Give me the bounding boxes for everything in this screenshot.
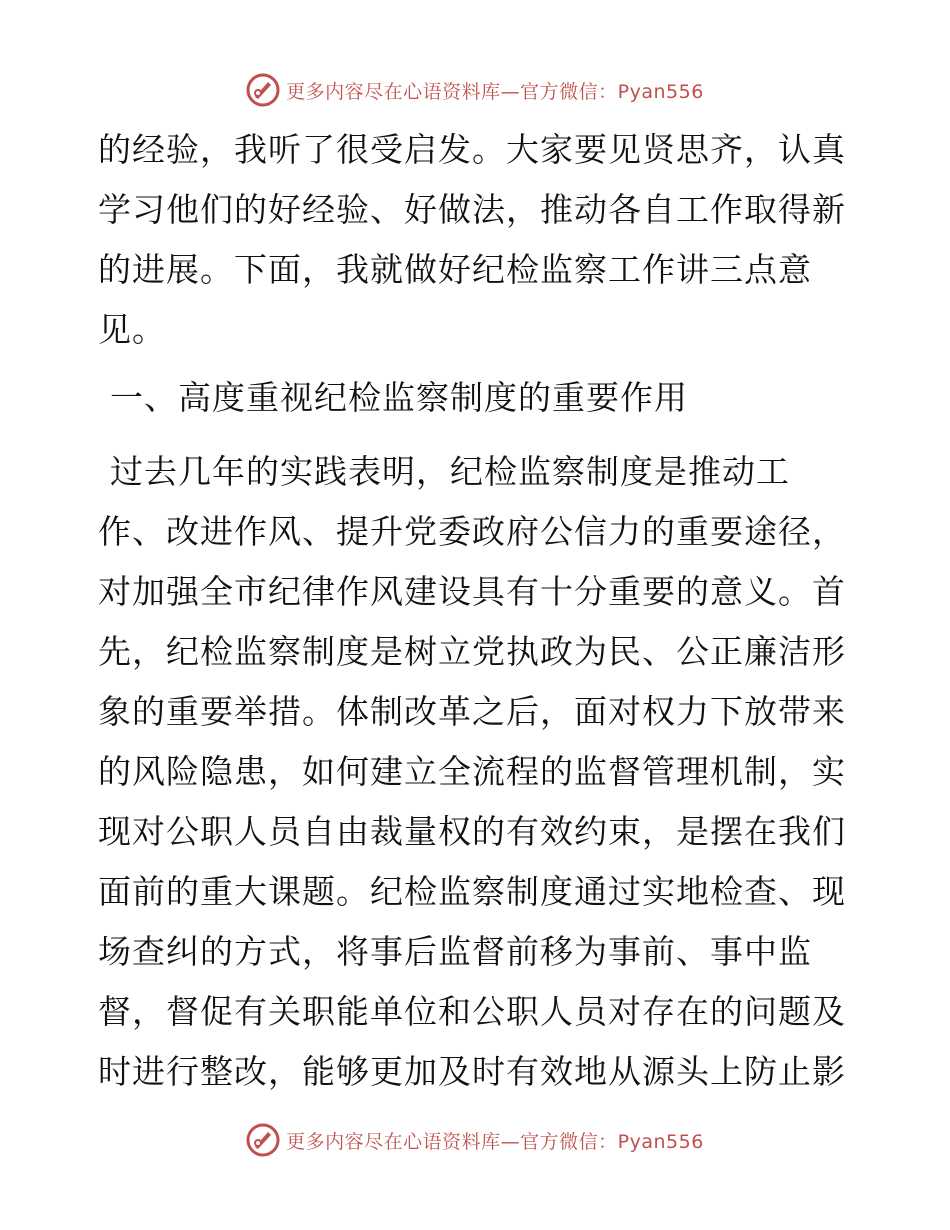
body-line: 过去几年的实践表明，纪检监察制度是推动工 [110, 452, 790, 491]
body-line: 现对公职人员自由裁量权的有效约束，是摆在我们 [98, 812, 846, 851]
quill-logo-icon [246, 1123, 280, 1157]
watermark-footer [0, 1120, 950, 1160]
body-line: 场查纠的方式，将事后监督前移为事前、事中监 [98, 932, 812, 971]
body-line: 的经验，我听了很受启发。大家要见贤思齐，认真 [98, 130, 846, 169]
body-line: 督，督促有关职能单位和公职人员对存在的问题及 [98, 992, 846, 1031]
section-heading: 一、高度重视纪检监察制度的重要作用 [110, 378, 688, 417]
watermark-text: 更多内容尽在心语资料库—官方微信：Pyan556 [286, 80, 704, 103]
body-line: 见。 [98, 310, 166, 349]
body-line: 象的重要举措。体制改革之后，面对权力下放带来 [98, 692, 846, 731]
watermark-text: 更多内容尽在心语资料库—官方微信：Pyan556 [286, 1130, 704, 1153]
body-line: 的进展。下面，我就做好纪检监察工作讲三点意 [98, 250, 812, 289]
body-line: 作、改进作风、提升党委政府公信力的重要途径， [98, 512, 846, 551]
body-line: 的风险隐患，如何建立全流程的监督管理机制，实 [98, 752, 846, 791]
watermark-header [0, 70, 950, 110]
body-line: 面前的重大课题。纪检监察制度通过实地检查、现 [98, 872, 846, 911]
body-line: 对加强全市纪律作风建设具有十分重要的意义。首 [98, 572, 846, 611]
body-line: 先，纪检监察制度是树立党执政为民、公正廉洁形 [98, 632, 846, 671]
quill-logo-icon [246, 73, 280, 107]
body-line: 时进行整改，能够更加及时有效地从源头上防止影 [98, 1052, 846, 1091]
body-line: 学习他们的好经验、好做法，推动各自工作取得新 [98, 190, 846, 229]
